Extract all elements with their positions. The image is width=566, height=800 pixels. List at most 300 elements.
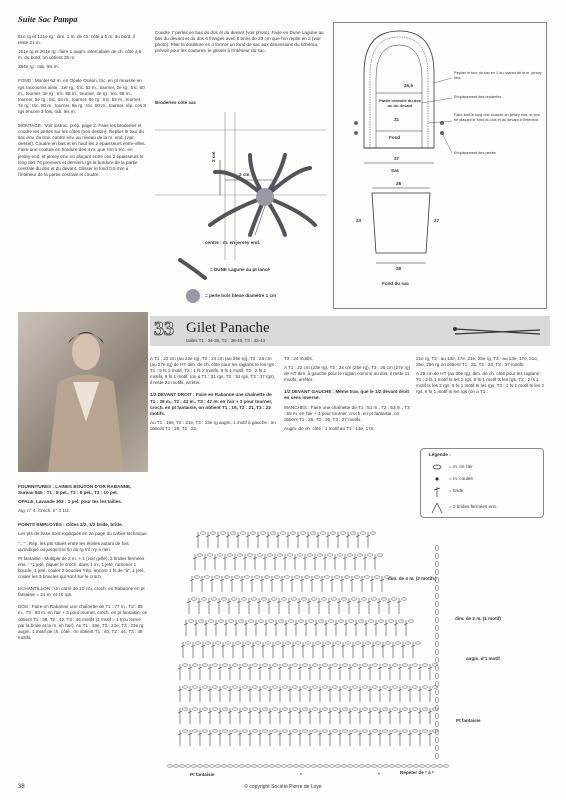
chain-stitch bbox=[402, 765, 407, 767]
bag-panel bbox=[376, 45, 422, 148]
legend-stitch bbox=[180, 260, 205, 278]
legend-bead bbox=[186, 289, 200, 303]
chain-stitch bbox=[373, 686, 378, 688]
chain-stitch bbox=[343, 730, 348, 732]
para: FOND : Monter 62 m. en Opale Océan, tric. en pt mousse en rgs raccourcis ainsi : 1er rg : tric. 62 m., tourner, 2e rg : tric. 60 m., tourner, 3e rg : tric. 58 m., tourner, 4e rg : tric. 56 m., tourner, 5e rg : tric. 54 m., tourner, 6e rg : tric. 52 m., tourner, 7e rg : tric. 50 m., tourner, 8e rg : tric. 50 m., tourner, rép. ces 8 rgs encore 3 fois, rab. les m. bbox=[18, 78, 146, 114]
chain-stitch bbox=[436, 641, 439, 647]
chain-stitch bbox=[168, 765, 173, 767]
chain-stitch bbox=[402, 598, 407, 600]
chain-stitch bbox=[420, 765, 425, 767]
legend-item: = m. en l'air bbox=[449, 464, 473, 469]
chain-stitch bbox=[339, 620, 344, 622]
chain-stitch bbox=[369, 620, 374, 622]
chain-stitch bbox=[436, 633, 439, 639]
chain-stitch bbox=[436, 625, 439, 631]
chain-stitch bbox=[342, 598, 347, 600]
note-couture: Faire tout le long une couture en jersey end. et env. en plaçant le bord du dos et du devant à l'intérieur. bbox=[454, 113, 541, 122]
chain-stitch bbox=[313, 686, 318, 688]
pattern-sizes: tailles T1 : 34-36, T2 : 38-40, T3 : 42-44 bbox=[186, 338, 266, 343]
gilet-col3 bbox=[284, 356, 412, 435]
chain-stitch bbox=[333, 686, 338, 688]
chain-stitch bbox=[233, 686, 238, 688]
gilet-col4 bbox=[416, 356, 548, 399]
fond-dim-26: 26 bbox=[396, 181, 402, 186]
chain-stitch bbox=[375, 576, 380, 578]
chain-stitch bbox=[319, 620, 324, 622]
chain-stitch bbox=[283, 730, 288, 732]
chain-stitch bbox=[263, 730, 268, 732]
chain-stitch bbox=[414, 765, 419, 767]
chain-stitch bbox=[278, 554, 283, 556]
chain-stitch bbox=[213, 708, 218, 710]
chain-stitch bbox=[183, 664, 188, 666]
chain-stitch bbox=[444, 765, 449, 767]
chain-stitch bbox=[436, 545, 439, 551]
chain-stitch bbox=[205, 576, 210, 578]
chain-stitch bbox=[203, 686, 208, 688]
sac-dim-255: 25,5 bbox=[404, 83, 413, 88]
chain-stitch bbox=[259, 620, 264, 622]
label-ptf-right: Pt fantaisie bbox=[456, 718, 481, 723]
chain-stitch bbox=[256, 642, 261, 644]
chain-stitch bbox=[216, 642, 221, 644]
para: FOURNITURES : LAINES BOUTON D'OR RABANNE, Sureau 545 : T1 : 8 pel., T2 : 9 pel., T3 : 10 pel. bbox=[18, 484, 132, 496]
chain-stitch bbox=[371, 532, 376, 534]
para: Les pts de base sont expliqués en 2e page du cahier technique. bbox=[18, 531, 148, 537]
chain-stitch bbox=[296, 642, 301, 644]
chain-stitch bbox=[436, 601, 439, 607]
label-repeter: Répéter de * à * bbox=[400, 770, 434, 775]
chain-stitch bbox=[333, 664, 338, 666]
sac-diagram bbox=[333, 22, 547, 309]
chain-stitch bbox=[368, 554, 373, 556]
chain-stitch bbox=[348, 554, 353, 556]
bag-outline bbox=[364, 31, 434, 148]
chain-stitch bbox=[313, 708, 318, 710]
chain-stitch bbox=[436, 561, 439, 567]
fond-dim-28: 28 bbox=[396, 266, 402, 271]
chain-stitch bbox=[236, 642, 241, 644]
chain-symbol bbox=[433, 465, 441, 469]
chain-stitch bbox=[216, 765, 221, 767]
chain-stitch bbox=[363, 730, 368, 732]
chain-stitch bbox=[300, 765, 305, 767]
chain-stitch bbox=[331, 532, 336, 534]
chain-stitch bbox=[372, 765, 377, 767]
chain-stitch bbox=[272, 598, 277, 600]
para: 284e rg : rab. les m. bbox=[18, 64, 59, 70]
chart-row bbox=[196, 532, 376, 548]
chain-stitch bbox=[255, 576, 260, 578]
para: A T1 : 22 cm (23e rg), T2 : 24 cm (25e rg), T3 : 26 cm (27e rg) de HT dim. à gauche pour le raglan comme au dos, il reste 11 motifs, arrêter. bbox=[284, 365, 411, 383]
chain-stitch bbox=[306, 765, 311, 767]
fond-dim-27: 27 bbox=[434, 218, 440, 223]
chain-stitch bbox=[393, 686, 398, 688]
chain-stitch bbox=[251, 532, 256, 534]
chain-stitch bbox=[306, 642, 311, 644]
chain-stitch bbox=[198, 765, 203, 767]
chain-stitch bbox=[273, 730, 278, 732]
chain-stitch bbox=[223, 664, 228, 666]
chain-stitch bbox=[273, 708, 278, 710]
chain-stitch bbox=[243, 708, 248, 710]
chain-stitch bbox=[365, 576, 370, 578]
chain-stitch bbox=[359, 620, 364, 622]
chain-stitch bbox=[336, 642, 341, 644]
chain-stitch bbox=[233, 664, 238, 666]
chain-stitch bbox=[323, 664, 328, 666]
chart-row bbox=[178, 664, 438, 680]
chain-stitch bbox=[288, 554, 293, 556]
chain-stitch bbox=[266, 642, 271, 644]
chain-stitch bbox=[203, 664, 208, 666]
chain-stitch bbox=[321, 532, 326, 534]
chain-stitch bbox=[382, 598, 387, 600]
chain-stitch bbox=[203, 730, 208, 732]
para: "..." : Rép. les pts situés entre les étoiles autant de fois qu'indiqué ou jusqu'à la fin du rg s'il n'y a rien. bbox=[18, 540, 129, 552]
chain-stitch bbox=[373, 664, 378, 666]
chain-stitch bbox=[233, 708, 238, 710]
para: A T1 : 22 cm (au 23e rg), T2 : 24 cm (au 25e rg), T3 : 26 cm (au 27e rg) de HT dim. de ch. côté pour les raglans te les rgs : T1 : 9 fs 1 motif, T2 : 1 fs 2 motifs, 9 fs 1 motif, T3 : 2 fs 2 motifs, 9 fs 1 motif, (on a T1 : 31 rgs, T2 : 34 rgs, T3 : 37 rgs), il reste 22 motifs, arrêter. bbox=[150, 356, 277, 386]
chain-stitch bbox=[258, 765, 263, 767]
chain-stitch bbox=[393, 664, 398, 666]
chain-stitch bbox=[303, 730, 308, 732]
chain-stitch bbox=[426, 765, 431, 767]
pattern-title: Gilet Panache bbox=[186, 320, 270, 336]
chain-stitch bbox=[285, 576, 290, 578]
sac-dim-37: 37 bbox=[394, 156, 400, 161]
chain-stitch bbox=[192, 598, 197, 600]
chain-stitch bbox=[408, 765, 413, 767]
pearl bbox=[354, 131, 358, 135]
chain-stitch bbox=[283, 686, 288, 688]
chain-stitch bbox=[203, 708, 208, 710]
chain-stitch bbox=[433, 708, 438, 710]
chain-stitch bbox=[268, 554, 273, 556]
chain-stitch bbox=[293, 708, 298, 710]
gilet-header bbox=[150, 316, 550, 346]
chain-stitch bbox=[180, 765, 185, 767]
chain-stitch bbox=[242, 598, 247, 600]
chain-stitch bbox=[390, 765, 395, 767]
chain-stitch bbox=[413, 708, 418, 710]
chain-stitch bbox=[393, 708, 398, 710]
chain-stitch bbox=[352, 598, 357, 600]
chart-row bbox=[178, 730, 438, 746]
chain-stitch bbox=[270, 765, 275, 767]
para: MANCHES : Faire une chaînette de T1 : 51 m., T2 : 53 m., T3 : 55 m. en l'air + 3 pour tourner, croch. en pt fantaisie, on obtient T1 : 25, T2 : 26, T3 : 27 motifs. bbox=[284, 404, 410, 422]
chain-stitch bbox=[192, 765, 197, 767]
label-dim2: dim. de 2 m. (1 motif) bbox=[455, 616, 501, 621]
chain-stitch bbox=[393, 730, 398, 732]
chain-stitch bbox=[312, 765, 317, 767]
chain-stitch bbox=[276, 765, 281, 767]
chain-stitch bbox=[301, 532, 306, 534]
broderies-title: Broderies côté sac bbox=[155, 100, 197, 105]
sac-dim-31: 31 bbox=[394, 117, 400, 122]
chain-stitch bbox=[363, 686, 368, 688]
chain-stitch bbox=[288, 765, 293, 767]
chain-stitch bbox=[373, 730, 378, 732]
chain-stitch bbox=[413, 686, 418, 688]
chain-stitch bbox=[309, 620, 314, 622]
para: POINTS EMPLOYÉS : Côtes 2/2, 1/2 bride, bride. bbox=[18, 522, 123, 528]
chain-stitch bbox=[245, 576, 250, 578]
chain-stitch bbox=[389, 620, 394, 622]
chain-stitch bbox=[276, 642, 281, 644]
chain-stitch bbox=[282, 765, 287, 767]
chain-stitch bbox=[308, 554, 313, 556]
chain-stitch bbox=[223, 708, 228, 710]
chain-stitch bbox=[218, 554, 223, 556]
para: 161e rg et 201e rg : faire 1 augm. intercalaire de ch. côté à 5 m. du bord, on obtient 25 m. bbox=[18, 49, 142, 61]
chart-row bbox=[193, 554, 383, 570]
chain-stitch bbox=[232, 598, 237, 600]
chain-stitch bbox=[403, 730, 408, 732]
stitch-chart bbox=[150, 518, 550, 780]
chain-stitch bbox=[436, 553, 439, 559]
chain-stitch bbox=[378, 765, 383, 767]
chain-stitch bbox=[261, 532, 266, 534]
chain-stitch bbox=[211, 532, 216, 534]
chain-stitch bbox=[436, 593, 439, 599]
para: OPALE, Lavande 303 : 1 pel. pour tes les tailles. bbox=[18, 499, 123, 505]
bag-inner bbox=[370, 37, 428, 148]
section-text-col1 bbox=[18, 34, 146, 178]
chain-stitch bbox=[363, 708, 368, 710]
partie-label: Partie centrale du dos ou du devant bbox=[379, 98, 421, 108]
page-number: 38 bbox=[18, 784, 25, 790]
chain-stitch bbox=[240, 765, 245, 767]
photo-svg bbox=[18, 312, 148, 472]
chain-stitch bbox=[282, 598, 287, 600]
note-perles: Emplacement des perles bbox=[454, 151, 496, 155]
chain-stitch bbox=[343, 664, 348, 666]
chain-stitch bbox=[238, 554, 243, 556]
chart-row bbox=[184, 620, 414, 636]
chain-stitch bbox=[436, 649, 439, 655]
chain-stitch bbox=[253, 686, 258, 688]
para: Aig. n° 4. Croch. n° 3 1/2. bbox=[18, 508, 70, 514]
leader bbox=[422, 98, 452, 103]
para: 81e rg et 121e rg : dim. 1 m. de ch. côté à 5 m. du bord, il reste 21 m. bbox=[18, 34, 135, 46]
fond-label: Fond bbox=[389, 135, 401, 140]
chain-stitch bbox=[202, 598, 207, 600]
chain-stitch bbox=[183, 730, 188, 732]
legend-dune: = DUNE Lagune au pt lancé bbox=[210, 267, 270, 272]
sac-label: Sac bbox=[391, 168, 400, 173]
label-augm: augm. d'1 motif bbox=[466, 656, 500, 661]
legend-perle: = perle bois bleue diamètre 1 cm bbox=[205, 293, 277, 298]
chain-stitch bbox=[263, 708, 268, 710]
sac-svg bbox=[334, 23, 546, 308]
chain-stitch bbox=[326, 642, 331, 644]
star-end: * bbox=[378, 772, 380, 777]
chain-stitch bbox=[213, 664, 218, 666]
chain-stitch bbox=[271, 532, 276, 534]
pearls bbox=[354, 121, 444, 135]
leader bbox=[434, 78, 452, 83]
chain-stitch bbox=[322, 598, 327, 600]
chain-stitch bbox=[343, 708, 348, 710]
chain-stitch bbox=[174, 765, 179, 767]
chain-stitch bbox=[348, 765, 353, 767]
chain-stitch bbox=[378, 554, 383, 556]
chain-stitch bbox=[323, 730, 328, 732]
model-photo bbox=[18, 312, 148, 472]
chain-stitch bbox=[325, 576, 330, 578]
chain-stitch bbox=[351, 532, 356, 534]
chain-stitch bbox=[303, 686, 308, 688]
chain-stitch bbox=[372, 598, 377, 600]
chain-stitch bbox=[423, 708, 428, 710]
dim-label-vertical: 2 cm bbox=[211, 151, 216, 162]
cluster-symbol bbox=[437, 503, 442, 513]
section-title: Suite Sac Pampa bbox=[18, 14, 78, 24]
dim-label-horizontal: 2 cm bbox=[239, 172, 250, 177]
chain-stitch bbox=[358, 554, 363, 556]
chain-stitch bbox=[298, 554, 303, 556]
fond-dim-23: 23 bbox=[356, 218, 362, 223]
chain-stitch bbox=[223, 686, 228, 688]
chain-stitch bbox=[423, 686, 428, 688]
chart-foundation bbox=[168, 765, 449, 767]
slip-symbol bbox=[435, 477, 438, 480]
chain-stitch bbox=[353, 708, 358, 710]
chain-stitch bbox=[413, 664, 418, 666]
chain-stitch bbox=[366, 642, 371, 644]
chain-stitch bbox=[303, 664, 308, 666]
chain-stitch bbox=[396, 642, 401, 644]
chain-stitch bbox=[383, 708, 388, 710]
legend-box bbox=[420, 448, 544, 518]
chain-stitch bbox=[243, 730, 248, 732]
chain-stitch bbox=[279, 620, 284, 622]
chain-stitch bbox=[248, 554, 253, 556]
chain-stitch bbox=[283, 708, 288, 710]
chain-stitch bbox=[243, 686, 248, 688]
label-ptf-bottom: Pt fantaisie bbox=[190, 772, 215, 777]
label-dim4: dim. de 4 m. (2 motifs) bbox=[388, 576, 437, 581]
chain-stitch bbox=[349, 620, 354, 622]
centre-label: centre : m. en jersey end. bbox=[205, 240, 261, 245]
broderies-svg bbox=[155, 100, 327, 305]
bead bbox=[256, 188, 274, 206]
chain-stitch bbox=[246, 765, 251, 767]
para: Coudre 7 perles en bas du dos et du devant (voir photo). Faire en Dune Lagune au bas du devant et du dos 6 franges avec 8 brins de 23 cm que l'on replie en 2 (voir photo). Plier la doublure en 4 former un fond de sac aux dimensions du schéma, prévoir pour les coutures, le glisser à l'intérieur du sac. bbox=[155, 30, 324, 54]
chain-stitch bbox=[413, 730, 418, 732]
chart-row bbox=[190, 576, 390, 592]
chain-stitch bbox=[353, 730, 358, 732]
chain-stitch bbox=[222, 765, 227, 767]
section-text-col2 bbox=[155, 30, 325, 57]
chain-stitch bbox=[204, 765, 209, 767]
chain-stitch bbox=[286, 642, 291, 644]
chain-stitch bbox=[264, 765, 269, 767]
chain-stitch bbox=[366, 765, 371, 767]
chain-stitch bbox=[392, 598, 397, 600]
chain-stitch bbox=[231, 532, 236, 534]
chain-stitch bbox=[212, 598, 217, 600]
chain-stitch bbox=[330, 765, 335, 767]
chain-stitch bbox=[225, 576, 230, 578]
chain-stitch bbox=[199, 620, 204, 622]
chain-stitch bbox=[346, 642, 351, 644]
chain-stitch bbox=[265, 576, 270, 578]
pearl bbox=[354, 121, 358, 125]
legend-item: = bride bbox=[449, 488, 464, 493]
chain-stitch bbox=[293, 686, 298, 688]
chain-stitch bbox=[333, 730, 338, 732]
chain-stitch bbox=[313, 664, 318, 666]
chain-stitch bbox=[354, 765, 359, 767]
needle-head bbox=[453, 327, 457, 331]
chain-stitch bbox=[333, 708, 338, 710]
chain-stitch bbox=[183, 686, 188, 688]
chain-stitch bbox=[383, 730, 388, 732]
chain-stitch bbox=[315, 576, 320, 578]
gilet-col2 bbox=[150, 356, 278, 435]
chain-stitch bbox=[249, 620, 254, 622]
broderies-diagram bbox=[155, 100, 327, 305]
chain-stitch bbox=[293, 664, 298, 666]
chain-stitch bbox=[215, 576, 220, 578]
para: MONTAGE : Voir instruc. prép. page 2. Faire les broderies et coudre les perles sur les côtés (voir dessin). Replier le tour du sac env. du trav. contre env. au niveau de la m. end. (voir dessin). Coudre en bas et en haut les 2 épaisseurs entre-elles. Faire une couture en bordure des 4 m. que l'on a tric. en jersey end. et jersey env. en plaçant entre ces 2 épaisseurs le long des 76 premiers et derniers rgs la bordure de la partie centrale du dos et du devant. Glisser le fond 0,5 mm à l'intérieur de la partie centrale et coudre. bbox=[18, 123, 146, 177]
chain-stitch bbox=[436, 745, 439, 751]
chain-stitch bbox=[195, 576, 200, 578]
chain-stitch bbox=[373, 708, 378, 710]
para: 1/2 DEVANT GAUCHE : Même trav. que le 1/2 devant droit en sens inverse. bbox=[284, 389, 409, 401]
chain-stitch bbox=[353, 664, 358, 666]
face-shape bbox=[72, 334, 100, 370]
chain-stitch bbox=[323, 686, 328, 688]
note-replier: Replier le tour du sac en 2 au niveau de la m. jersey end. bbox=[454, 71, 542, 80]
chain-stitch bbox=[253, 708, 258, 710]
fond-outline bbox=[372, 193, 430, 253]
chain-stitch bbox=[436, 673, 439, 679]
chain-stitch bbox=[329, 620, 334, 622]
chain-stitch bbox=[209, 620, 214, 622]
chain-stitch bbox=[201, 532, 206, 534]
chain-stitch bbox=[328, 554, 333, 556]
chain-stitch bbox=[433, 730, 438, 732]
chain-stitch bbox=[311, 532, 316, 534]
chain-stitch bbox=[436, 721, 439, 727]
chain-stitch bbox=[243, 664, 248, 666]
chain-stitch bbox=[208, 554, 213, 556]
chain-stitch bbox=[193, 730, 198, 732]
chain-stitch bbox=[221, 532, 226, 534]
chain-stitch bbox=[228, 554, 233, 556]
chain-stitch bbox=[376, 642, 381, 644]
leader bbox=[442, 133, 452, 153]
chain-stitch bbox=[281, 532, 286, 534]
para: A 29 cm de HT (au 30e rg), dim. de ch. côté pour les raglans : T1 : 2 fs 1 motif ts les 2 rgs, 5 fs 1 motif ts les rgs, T2 : 2 fs 1 motif ts les 2 rgs, 6 fs 1 motif ts les rgs, T3 : 1 fs 1 motif ts les 2 rgs, 9 fs 1 motif ts les rgs (on a T1 : bbox=[416, 371, 545, 395]
chain-stitch bbox=[213, 686, 218, 688]
chain-stitch bbox=[183, 708, 188, 710]
chain-stitch bbox=[436, 617, 439, 623]
star-start: * bbox=[300, 772, 302, 777]
chain-stitch bbox=[356, 642, 361, 644]
chain-stitch bbox=[241, 532, 246, 534]
chain-stitch bbox=[303, 708, 308, 710]
chain-stitch bbox=[423, 730, 428, 732]
chain-stitch bbox=[403, 708, 408, 710]
chain-stitch bbox=[436, 753, 439, 759]
chain-stitch bbox=[436, 713, 439, 719]
chain-stitch bbox=[399, 620, 404, 622]
suite-sac-section bbox=[18, 14, 146, 181]
